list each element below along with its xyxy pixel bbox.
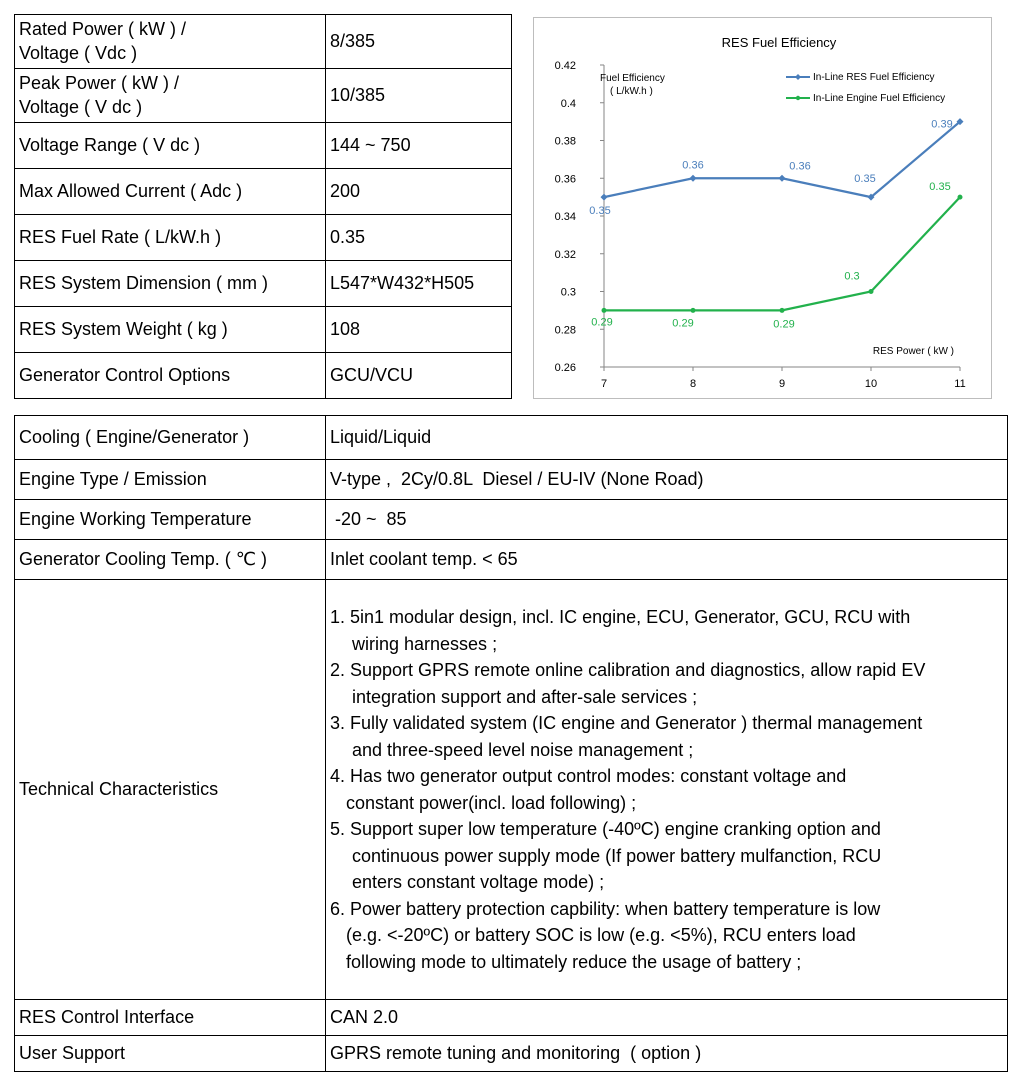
spec-value: Liquid/Liquid	[326, 416, 1008, 460]
series-line	[604, 122, 960, 198]
spec-row	[15, 69, 512, 123]
spec-label	[15, 307, 326, 353]
x-tick-label: 7	[600, 378, 608, 390]
technical-characteristics-list	[326, 580, 1008, 1000]
spec-row	[15, 460, 1008, 500]
technical-characteristics-line: (e.g. <-20ºC) or battery SOC is low (e.g. <5%), RCU enters load	[346, 925, 856, 945]
spec-label: User Support	[15, 1036, 326, 1072]
y-tick-label: 0.4	[560, 97, 576, 110]
technical-characteristics-label: Technical Characteristics	[15, 580, 326, 1000]
spec-label: RES Control Interface	[15, 1000, 326, 1036]
technical-characteristics-line: constant power(incl. load following) ;	[346, 792, 637, 813]
fuel-efficiency-chart	[533, 17, 992, 399]
spec-value: 108	[326, 307, 512, 353]
spec-label	[15, 123, 326, 169]
spec-label-line: RES System Dimension ( mm )	[19, 272, 269, 293]
legend-marker	[796, 96, 800, 100]
technical-characteristics-line: 5. Support super low temperature (-40ºC) engine cranking option and	[330, 819, 881, 839]
technical-characteristics-line: wiring harnesses ;	[352, 633, 498, 654]
data-label: 0.29	[591, 316, 613, 329]
technical-characteristics-line: integration support and after-sale services ;	[352, 686, 698, 707]
data-point-marker	[869, 289, 874, 294]
x-tick-label: 9	[778, 378, 786, 390]
spec-row	[15, 169, 512, 215]
data-label: 0.36	[682, 159, 704, 172]
y-tick-label: 0.26	[554, 362, 576, 374]
spec-row	[15, 123, 512, 169]
spec-row	[15, 307, 512, 353]
spec-label	[15, 169, 326, 215]
data-label: 0.35	[589, 205, 611, 218]
spec-label-line: Max Allowed Current ( Adc )	[19, 180, 243, 201]
technical-characteristics-row	[15, 580, 1008, 1000]
chart-canvas	[534, 18, 991, 398]
y-axis-label-unit: ( L/kW.h )	[610, 86, 653, 97]
series-line	[604, 197, 960, 310]
data-point-marker	[691, 308, 696, 313]
data-label: 0.39	[931, 118, 953, 131]
spec-value: Inlet coolant temp. < 65	[326, 540, 1008, 580]
spec-value: 0.35	[326, 215, 512, 261]
technical-characteristics-line: 3. Fully validated system (IC engine and Generator ) thermal management	[330, 713, 923, 733]
technical-characteristics-line: 2. Support GPRS remote online calibration and diagnostics, allow rapid EV	[330, 660, 926, 680]
spec-label: Cooling ( Engine/Generator )	[15, 416, 326, 460]
spec-label-line: RES System Weight ( kg )	[19, 318, 228, 339]
data-label: 0.29	[773, 318, 795, 331]
spec-value: CAN 2.0	[326, 1000, 1008, 1036]
spec-label	[15, 353, 326, 399]
spec-row	[15, 416, 1008, 460]
data-point-marker	[958, 195, 963, 200]
spec-row	[15, 15, 512, 69]
spec-row	[15, 353, 512, 399]
spec-label-line: Voltage Range ( V dc )	[19, 134, 201, 155]
data-label: 0.29	[672, 317, 694, 330]
spec-label: Engine Working Temperature	[15, 500, 326, 540]
data-point-marker	[601, 194, 608, 201]
legend-entry: In-Line RES Fuel Efficiency	[813, 72, 935, 83]
legend-entry: In-Line Engine Fuel Efficiency	[813, 93, 946, 104]
spec-label	[15, 69, 326, 123]
spec-label-line: Voltage ( V dc )	[19, 96, 143, 117]
y-tick-label: 0.42	[554, 60, 576, 72]
spec-label: Engine Type / Emission	[15, 460, 326, 500]
x-tick-label: 8	[689, 378, 697, 390]
spec-value: 10/385	[326, 69, 512, 123]
spec-value: GCU/VCU	[326, 353, 512, 399]
spec-row	[15, 215, 512, 261]
data-point-marker	[780, 308, 785, 313]
spec-row	[15, 500, 1008, 540]
spec-table-bottom	[14, 415, 1008, 1072]
data-label: 0.35	[854, 173, 876, 186]
technical-characteristics-line: enters constant voltage mode) ;	[352, 872, 605, 892]
y-tick-label: 0.38	[554, 135, 576, 148]
spec-table-top	[14, 14, 512, 399]
x-axis-label: RES Power ( kW )	[872, 346, 954, 357]
spec-label-line: Peak Power ( kW ) /	[19, 73, 180, 94]
data-point-marker	[779, 175, 786, 182]
spec-row	[15, 1000, 1008, 1036]
spec-label-line: Generator Control Options	[19, 364, 231, 385]
x-tick-label: 10	[864, 378, 878, 390]
data-label: 0.35	[929, 181, 951, 194]
spec-label-line: Rated Power ( kW ) /	[19, 19, 187, 40]
spec-value: -20 ~ 85	[326, 500, 1008, 540]
technical-characteristics-line: and three-speed level noise management ;	[352, 739, 694, 760]
spec-value: 144 ~ 750	[326, 123, 512, 169]
spec-label	[15, 15, 326, 69]
spec-value: V-type , 2Cy/0.8L Diesel / EU-IV (None Road)	[326, 460, 1008, 500]
spec-row	[15, 540, 1008, 580]
y-tick-label: 0.28	[554, 324, 576, 337]
chart-title: RES Fuel Efficiency	[721, 35, 837, 50]
spec-value: GPRS remote tuning and monitoring ( option )	[326, 1036, 1008, 1072]
spec-label-line: Voltage ( Vdc )	[19, 42, 138, 63]
spec-label	[15, 261, 326, 307]
spec-row	[15, 261, 512, 307]
technical-characteristics-line: 4. Has two generator output control modes: constant voltage and	[330, 766, 847, 786]
data-point-marker	[690, 175, 697, 182]
spec-value: L547*W432*H505	[326, 261, 512, 307]
spec-value: 8/385	[326, 15, 512, 69]
spec-label: Generator Cooling Temp. ( ℃ )	[15, 540, 326, 580]
data-label: 0.3	[844, 270, 860, 283]
spec-value: 200	[326, 169, 512, 215]
y-axis-label: Fuel Efficiency	[600, 73, 665, 84]
y-tick-label: 0.34	[554, 211, 576, 223]
spec-label-line: RES Fuel Rate ( L/kW.h )	[19, 226, 222, 247]
data-point-marker	[602, 308, 607, 313]
y-tick-label: 0.3	[560, 286, 576, 299]
technical-characteristics-line: following mode to ultimately reduce the usage of battery ;	[346, 951, 802, 972]
y-tick-label: 0.32	[554, 248, 576, 261]
technical-characteristics-line: 1. 5in1 modular design, incl. IC engine, ECU, Generator, GCU, RCU with	[330, 607, 911, 627]
spec-row	[15, 1036, 1008, 1072]
x-tick-label: 11	[954, 378, 966, 390]
technical-characteristics-line: continuous power supply mode (If power battery mulfanction, RCU	[352, 845, 882, 866]
spec-label	[15, 215, 326, 261]
legend-marker	[795, 74, 801, 80]
technical-characteristics-line: 6. Power battery protection capbility: when battery temperature is low	[330, 898, 881, 919]
y-tick-label: 0.36	[554, 173, 576, 186]
data-label: 0.36	[789, 160, 811, 173]
